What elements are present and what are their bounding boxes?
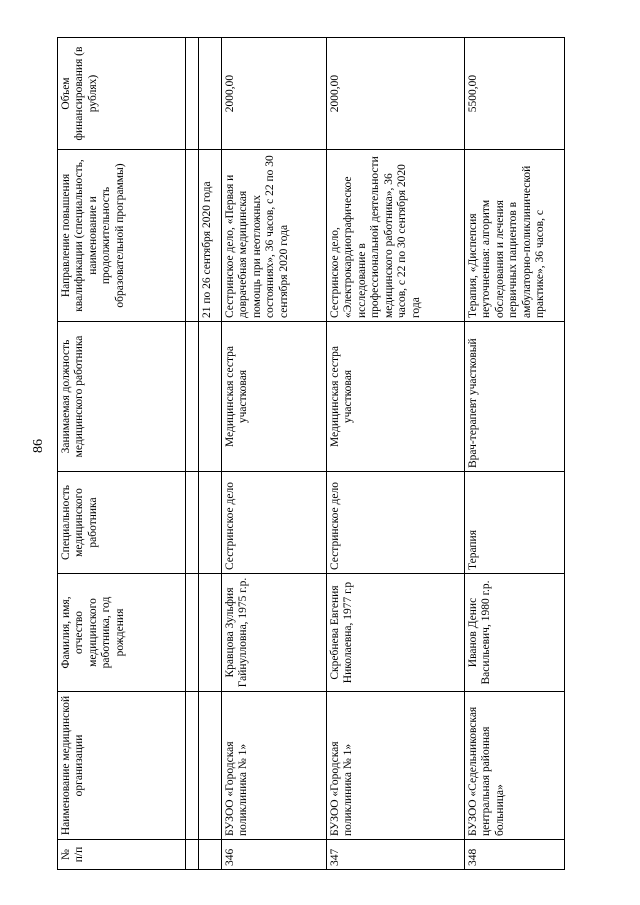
- row-num: 346: [222, 840, 327, 870]
- row-org: БУЗОО «Городская поликлиника № 1»: [327, 692, 465, 840]
- row-specialty: Сестринское дело: [327, 472, 465, 574]
- page-number: 86: [31, 439, 46, 453]
- continuation-cell: [199, 472, 222, 574]
- separator-cell: [186, 150, 199, 322]
- separator-row: [186, 38, 199, 870]
- row-name: Кравцова Зульфия Гайнулловна, 1975 г.р.: [222, 574, 327, 692]
- continuation-row: [199, 38, 222, 870]
- row-position: Врач-терапевт участковый: [465, 322, 565, 472]
- row-name: Иванов Денис Васильевич, 1980 г.р.: [465, 574, 565, 692]
- row-specialty: Терапия: [465, 472, 565, 574]
- header-cell-num: № п/п: [58, 840, 186, 870]
- header-cell-position: Занимаемая должность медицинского работника: [58, 322, 186, 472]
- row-position: Медицинская сестра участковая: [327, 322, 465, 472]
- continuation-cell: [199, 574, 222, 692]
- table-row: [222, 38, 327, 870]
- continuation-cell: [199, 840, 222, 870]
- row-direction: Терапия, «Диспепсия неуточненная: алгоритм обследования и лечения первичных пациентов в амбулаторно-поликлинической практике», 36 часов, с: [465, 150, 565, 322]
- row-num: 347: [327, 840, 465, 870]
- continuation-cell: [199, 38, 222, 150]
- continuation-cell: [199, 322, 222, 472]
- document-table-container: [57, 38, 565, 870]
- separator-cell: [186, 322, 199, 472]
- row-position: Медицинская сестра участковая: [222, 322, 327, 472]
- row-amount: 2000,00: [327, 38, 465, 150]
- qualification-table: [57, 37, 565, 870]
- header-cell-amount: Объем финансирования (в рублях): [58, 38, 186, 150]
- header-cell-direction: Направление повышения квалификации (специальность, наименование и продолжительность образовательной программы): [58, 150, 186, 322]
- continuation-text: 21 по 26 сентября 2020 года: [199, 150, 222, 322]
- separator-cell: [186, 840, 199, 870]
- row-org: БУЗОО «Седельниковская центральная районная больница»: [465, 692, 565, 840]
- row-org: БУЗОО «Городская поликлиника № 1»: [222, 692, 327, 840]
- separator-cell: [186, 692, 199, 840]
- header-cell-org: Наименование медицинской организации: [58, 692, 186, 840]
- row-name: Скребнева Евгения Николаевна, 1977 г.р: [327, 574, 465, 692]
- header-row: [58, 38, 186, 870]
- header-cell-name: Фамилия, имя, отчество медицинского работника, год рождения: [58, 574, 186, 692]
- continuation-cell: [199, 692, 222, 840]
- separator-cell: [186, 38, 199, 150]
- row-num: 348: [465, 840, 565, 870]
- header-cell-specialty: Специальность медицинского работника: [58, 472, 186, 574]
- separator-cell: [186, 472, 199, 574]
- table-row: [465, 38, 565, 870]
- separator-cell: [186, 574, 199, 692]
- row-direction: Сестринское дело, «Электрокардиографическое исследование в профессиональной деятельности медицинского работника», 36 часов, с 22 по 30 сентября 2020 года: [327, 150, 465, 322]
- table-row: [327, 38, 465, 870]
- row-amount: 5500,00: [465, 38, 565, 150]
- row-specialty: Сестринское дело: [222, 472, 327, 574]
- row-direction: Сестринское дело, «Первая и доврачебная медицинская помощь при неотложных состояниях», 36 часов, с 22 по 30 сентября 2020 года: [222, 150, 327, 322]
- row-amount: 2000,00: [222, 38, 327, 150]
